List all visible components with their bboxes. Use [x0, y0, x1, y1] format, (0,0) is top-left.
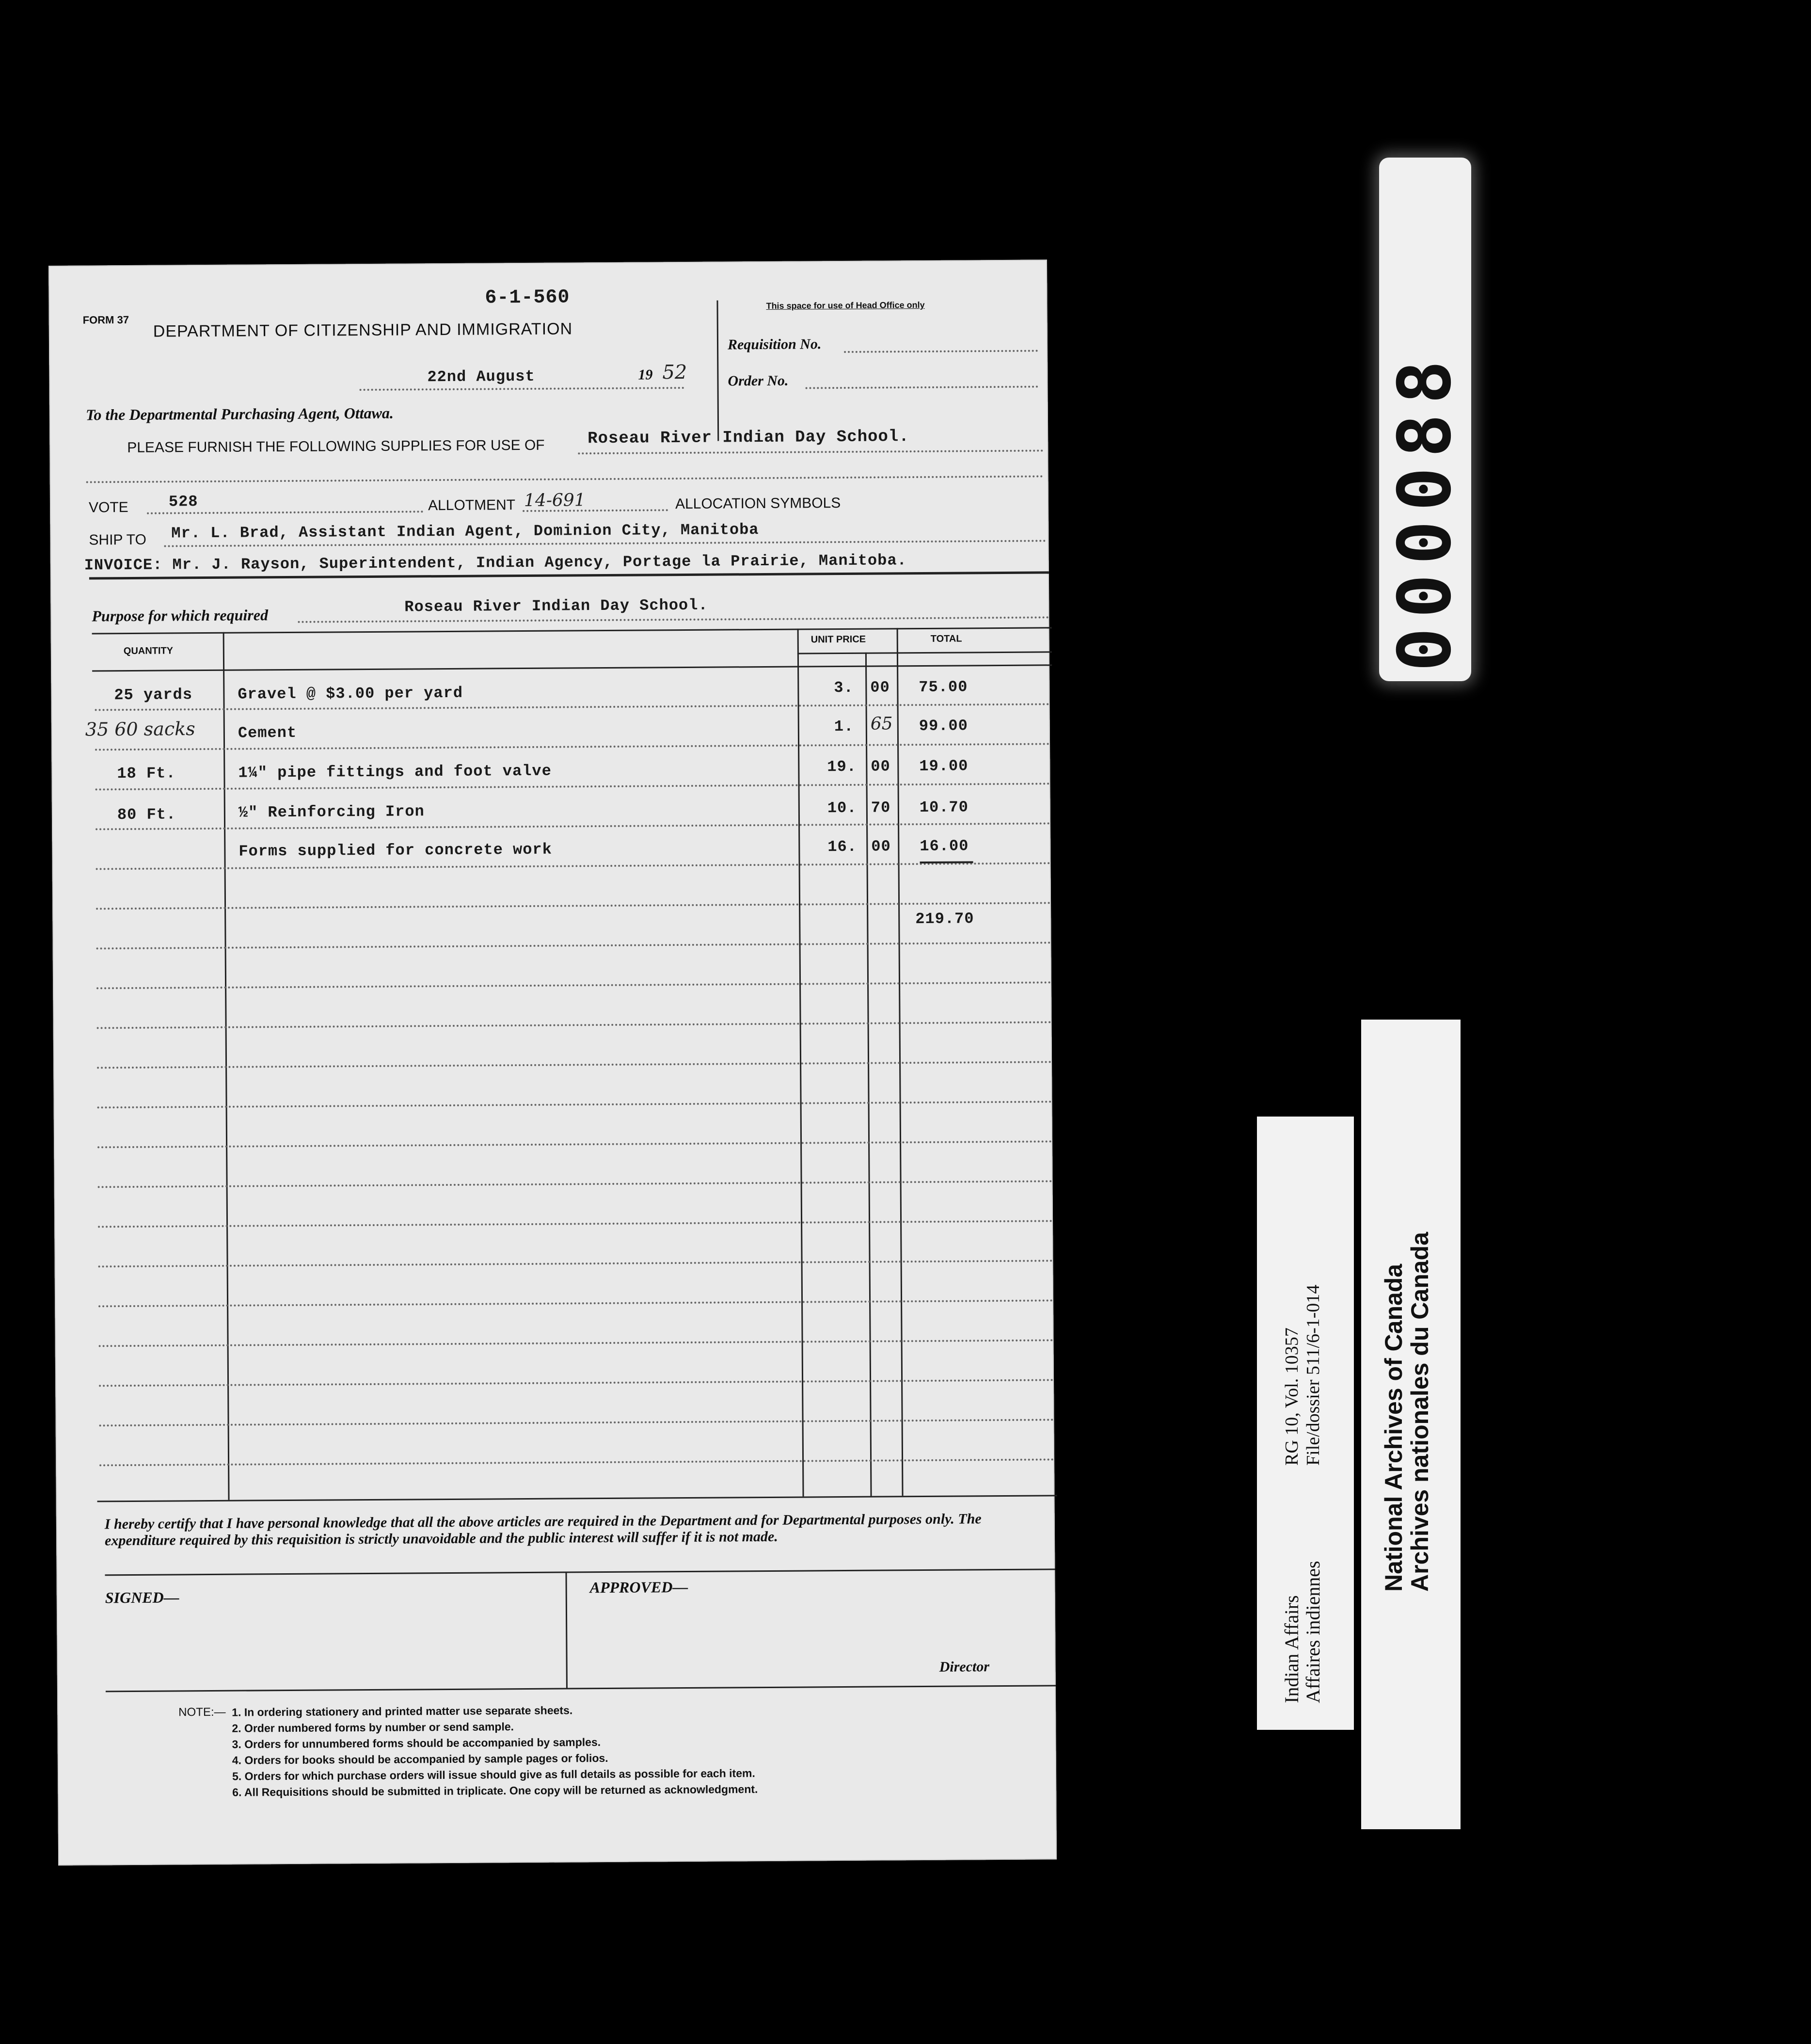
row-rule: [97, 1021, 1052, 1029]
table-bottom-border: [97, 1495, 1057, 1502]
item-total: 75.00: [919, 678, 968, 697]
item-quantity: 80 Ft.: [117, 805, 176, 824]
item-unit-price: 3.: [834, 678, 854, 697]
archive-name-fr: Archives nationales du Canada: [1406, 1232, 1433, 1592]
department-title: DEPARTMENT OF CITIZENSHIP AND IMMIGRATION: [153, 319, 573, 341]
vote-value: 528: [168, 493, 198, 511]
row-rule: [98, 1220, 1053, 1228]
note-item: 3. Orders for unnumbered forms should be accompanied by samples.: [232, 1736, 601, 1751]
row-rule: [95, 782, 1050, 790]
note-item: 6. All Requisitions should be submitted in triplicate. One copy will be returned as acknowledgment.: [232, 1783, 758, 1799]
furnish-value: Roseau River Indian Day School.: [588, 428, 909, 448]
date-value: 22nd August: [427, 367, 535, 386]
grand-total: 219.70: [915, 910, 974, 928]
note-item: 5. Orders for which purchase orders will issue should give as full details as possible for each item.: [232, 1767, 755, 1783]
head-office-note: This space for use of Head Office only: [766, 300, 925, 311]
frame-number: 000088: [1383, 351, 1467, 671]
signature-divider: [565, 1573, 567, 1689]
item-unit-price: 16.: [827, 837, 858, 856]
item-quantity: 18 Ft.: [117, 764, 176, 783]
unit-price-header: UNIT PRICE: [810, 634, 866, 645]
row-rule: [96, 902, 1051, 910]
row-rule: [99, 1379, 1054, 1387]
row-rule: [98, 1260, 1053, 1267]
notes-list: [232, 1701, 758, 1801]
item-unit-cents: 65: [870, 714, 893, 734]
ship-to-label: SHIP TO: [89, 531, 146, 548]
row-rule: [96, 862, 1051, 870]
date-line: [360, 387, 684, 391]
note-item: 4. Orders for books should be accompanied by sample pages or folios.: [232, 1752, 608, 1767]
volume-line: RG 10, Vol. 10357: [1282, 1327, 1302, 1466]
note-item: 2. Order numbered forms by number or send sample.: [232, 1720, 514, 1735]
order-number-label: Order No.: [728, 372, 789, 389]
furnish-label: PLEASE FURNISH THE FOLLOWING SUPPLIES FOR USE OF: [127, 437, 545, 456]
vote-line: [147, 511, 423, 514]
row-rule: [97, 1101, 1052, 1108]
item-description: ½" Reinforcing Iron: [238, 802, 425, 822]
requisition-form: [48, 259, 1057, 1866]
signature-bottom-rule: [106, 1685, 1056, 1692]
allotment-line: [523, 509, 668, 512]
row-rule: [95, 703, 1050, 711]
cents-column-border: [865, 653, 872, 1496]
requisition-number-label: Requisition No.: [727, 336, 822, 353]
note-label: NOTE:—: [178, 1705, 226, 1719]
table-row-rules: [48, 259, 1047, 266]
row-rule: [96, 942, 1051, 949]
item-unit-cents: 00: [871, 837, 891, 856]
addressee: To the Departmental Purchasing Agent, Ottawa.: [85, 404, 394, 424]
row-rule: [95, 822, 1050, 830]
invoice-line: INVOICE: Mr. J. Rayson, Superintendent, Indian Agency, Portage la Prairie, Manitoba.: [84, 551, 907, 575]
ship-to-value: Mr. L. Brad, Assistant Indian Agent, Dominion City, Manitoba: [171, 521, 759, 543]
total-header: TOTAL: [930, 633, 962, 644]
volume-text: [1281, 1285, 1324, 1466]
item-description: Gravel @ $3.00 per yard: [238, 684, 463, 703]
item-description: Cement: [238, 723, 297, 742]
archive-name-text: [1381, 1232, 1433, 1592]
item-total: 19.00: [919, 757, 969, 776]
price-header-divider: [797, 651, 1052, 654]
approved-label: APPROVED—: [589, 1578, 688, 1597]
file-reference: 6-1-560: [485, 287, 570, 309]
row-rule: [96, 981, 1051, 989]
archive-name-label: [1361, 1020, 1461, 1829]
item-quantity: 35 60 sacks: [85, 718, 195, 740]
archive-reference-label: [1257, 1117, 1354, 1730]
item-quantity: 25 yards: [114, 686, 193, 704]
row-rule: [98, 1299, 1053, 1307]
table-header-divider: [92, 664, 1052, 671]
furnish-line-2: [86, 475, 1044, 483]
note-item: 1. In ordering stationery and printed matter use separate sheets.: [232, 1704, 573, 1719]
item-description: Forms supplied for concrete work: [238, 840, 552, 861]
quantity-header: QUANTITY: [123, 645, 174, 657]
row-rule: [95, 743, 1050, 751]
table-top-border: [92, 627, 1052, 634]
head-office-box-border: [716, 301, 719, 441]
file-line: File/dossier 511/6-1-014: [1303, 1284, 1323, 1466]
fonds-text: [1281, 1561, 1324, 1703]
director-label: Director: [939, 1659, 990, 1675]
row-rule: [99, 1458, 1054, 1466]
item-unit-price: 19.: [827, 757, 857, 776]
fonds-line-fr: Affaires indiennes: [1302, 1561, 1324, 1703]
item-unit-price: 1.: [834, 717, 854, 736]
row-rule: [98, 1180, 1053, 1188]
item-unit-cents: 00: [870, 678, 890, 697]
furnish-line: [578, 449, 1043, 454]
row-rule: [97, 1140, 1052, 1148]
order-number-line: [806, 386, 1038, 389]
fonds-line-en: Indian Affairs: [1281, 1595, 1303, 1703]
purpose-line: [298, 616, 1049, 623]
item-unit-cents: 70: [871, 798, 891, 817]
purpose-value: Roseau River Indian Day School.: [404, 596, 708, 616]
year-suffix: 52: [662, 361, 687, 384]
row-rule: [99, 1419, 1054, 1426]
allocation-symbols-label: ALLOCATION SYMBOLS: [675, 495, 841, 512]
row-rule: [97, 1061, 1052, 1069]
certification-text: I hereby certify that I have personal knowledge that all the above articles are required in the Department and for Departmental purposes only. The expenditure required by this requisition is strictly unavoidable and the public interest will suffer if it is not made.: [104, 1511, 982, 1549]
item-total: 10.70: [919, 798, 969, 817]
archive-name-en: National Archives of Canada: [1380, 1263, 1407, 1592]
frame-number-strip: [1379, 158, 1471, 681]
item-unit-cents: 00: [871, 757, 890, 776]
purpose-label: Purpose for which required: [92, 606, 269, 625]
signed-label: SIGNED—: [105, 1588, 179, 1607]
row-rule: [99, 1339, 1054, 1347]
requisition-number-line: [844, 350, 1038, 353]
year-prefix: 19: [638, 367, 653, 383]
item-total: 99.00: [919, 717, 968, 735]
item-total: 16.00: [920, 837, 969, 856]
total-underline: [920, 861, 973, 863]
form-number: FORM 37: [82, 313, 129, 326]
allotment-value: 14-691: [524, 490, 586, 511]
item-description: 1¼" pipe fittings and foot valve: [238, 762, 552, 782]
certify-divider: [105, 1568, 1055, 1576]
vote-label: VOTE: [88, 499, 128, 516]
allotment-label: ALLOTMENT: [428, 497, 516, 514]
item-unit-price: 10.: [827, 798, 857, 817]
